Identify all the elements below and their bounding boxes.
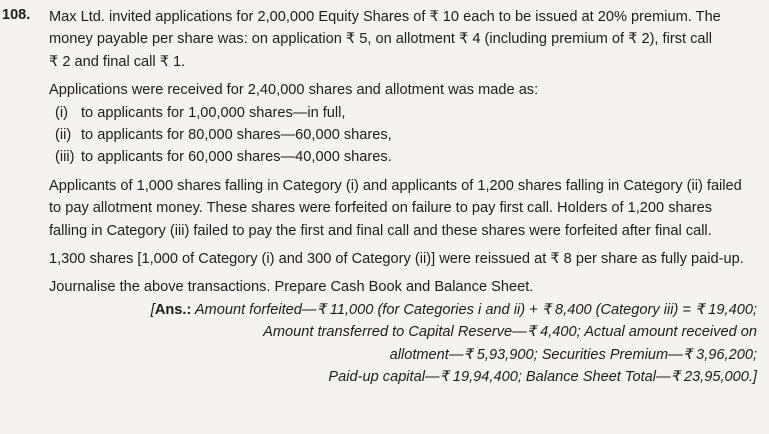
answer-line-4: Paid-up capital—₹ 19,94,400; Balance Sheet Total—₹ 23,95,000.]	[328, 369, 757, 386]
category-roman-1: (i)	[55, 104, 68, 121]
intro-line-1: Max Ltd. invited applications for 2,00,000 Equity Shares of ₹ 10 each to be issued at 20% premium. The	[49, 9, 721, 25]
intro-line-2: money payable per share was: on application ₹ 5, on allotment ₹ 4 (including premium of ₹ 2), first call	[49, 31, 713, 48]
category-item-2	[49, 124, 761, 146]
category-item-1	[49, 102, 761, 124]
instruction-line: Journalise the above transactions. Prepare Cash Book and Balance Sheet.	[49, 279, 534, 296]
category-roman-3: (iii)	[55, 149, 75, 166]
question-body	[49, 6, 761, 389]
forfeit-line-2: to pay allotment money. These shares were forfeited on failure to pay first call. Holders of 1,200 shares	[49, 200, 713, 217]
answer-line-2: Amount transferred to Capital Reserve—₹ 4,400; Actual amount received on	[263, 324, 757, 341]
answer-line-1	[49, 299, 761, 321]
category-text-1: to applicants for 1,00,000 shares—in full,	[81, 104, 346, 121]
intro-line-3: ₹ 2 and final call ₹ 1.	[49, 53, 186, 70]
answer-label: Ans.:	[154, 301, 192, 318]
forfeit-line-1: Applicants of 1,000 shares falling in Category (i) and applicants of 1,200 shares falling in Category (ii) failed	[49, 177, 742, 194]
category-text-3: to applicants for 60,000 shares—40,000 shares.	[81, 149, 392, 166]
answer-text-1: Amount forfeited—₹ 11,000 (for Categories i and ii) + ₹ 8,400 (Category iii) = ₹ 19,400;	[191, 301, 757, 318]
answer-line-3: allotment—₹ 5,93,900; Securities Premium—₹ 3,96,200;	[389, 346, 757, 363]
category-roman-2: (ii)	[55, 127, 72, 144]
received-line: Applications were received for 2,40,000 shares and allotment was made as:	[49, 82, 539, 99]
answer-open-bracket: [	[150, 301, 155, 318]
forfeit-line-3: falling in Category (iii) failed to pay the first and final call and these shares were forfeited after final call.	[49, 222, 712, 239]
reissue-line: 1,300 shares [1,000 of Category (i) and 300 of Category (ii)] were reissued at ₹ 8 per share as fully paid-up.	[49, 251, 744, 268]
question-number: 108.	[2, 7, 31, 23]
category-text-2: to applicants for 80,000 shares—60,000 shares,	[81, 127, 392, 144]
category-item-3	[49, 146, 761, 168]
